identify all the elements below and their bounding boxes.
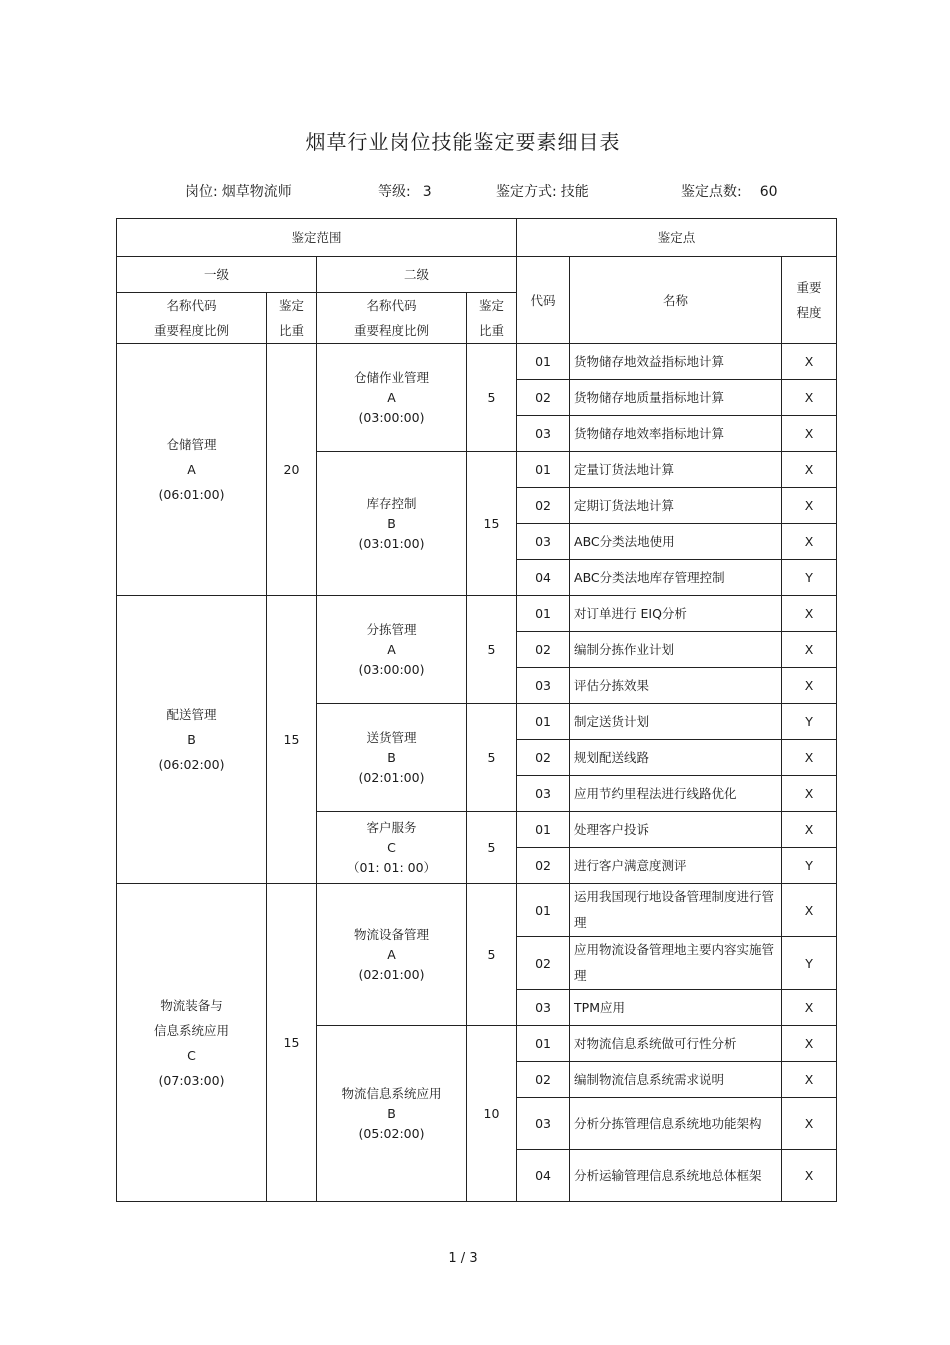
meta-points	[681, 181, 778, 201]
level2-code: B	[387, 1105, 396, 1121]
l2-weight-top: 鉴定	[479, 298, 505, 313]
l1-weight-header	[267, 293, 317, 344]
point-importance: Y	[782, 937, 837, 990]
point-code: 01	[517, 344, 570, 380]
level1-name-cell	[117, 596, 267, 884]
point-code: 03	[517, 668, 570, 704]
point-importance: X	[782, 380, 837, 416]
point-name: 评估分拣效果	[570, 668, 782, 704]
table-row	[117, 884, 837, 937]
level2-weight: 15	[467, 452, 517, 596]
point-importance: X	[782, 1150, 837, 1202]
point-code: 01	[517, 596, 570, 632]
level1-code: B	[187, 732, 196, 747]
meta-post	[185, 181, 292, 201]
point-importance: X	[782, 1062, 837, 1098]
point-name: 对物流信息系统做可行性分析	[570, 1026, 782, 1062]
level1-name-cell	[117, 344, 267, 596]
code-header: 代码	[517, 257, 570, 344]
point-name: 货物储存地效益指标地计算	[570, 344, 782, 380]
point-importance: X	[782, 1026, 837, 1062]
point-code: 04	[517, 1150, 570, 1202]
level2-code: C	[387, 839, 396, 855]
point-code: 02	[517, 937, 570, 990]
point-code: 03	[517, 524, 570, 560]
level2-ratio: (03:00:00)	[358, 409, 425, 425]
level2-weight: 5	[467, 812, 517, 884]
point-importance: X	[782, 596, 837, 632]
level2-weight: 5	[467, 596, 517, 704]
l1-name-code-header	[117, 293, 267, 344]
meta-method	[496, 181, 589, 201]
level1-weight: 20	[267, 344, 317, 596]
method-value: 技能	[560, 184, 589, 200]
point-name: 对订单进行 EIQ分析	[570, 596, 782, 632]
point-code: 03	[517, 1098, 570, 1150]
level1-name-line2: 信息系统应用	[153, 1022, 229, 1038]
importance-header-bottom: 程度	[796, 305, 822, 320]
point-code: 02	[517, 740, 570, 776]
point-importance: X	[782, 668, 837, 704]
point-name: 货物储存地效率指标地计算	[570, 416, 782, 452]
point-code: 01	[517, 884, 570, 937]
point-name: ABC分类法地使用	[570, 524, 782, 560]
point-importance: Y	[782, 560, 837, 596]
level1-weight: 15	[267, 596, 317, 884]
l1-ratio-label: 重要程度比例	[153, 323, 229, 338]
point-name: 运用我国现行地设备管理制度进行管理	[570, 884, 782, 937]
points-header: 鉴定点	[517, 219, 837, 257]
point-importance: X	[782, 990, 837, 1026]
point-name: 应用节约里程法进行线路优化	[570, 776, 782, 812]
point-importance: X	[782, 1098, 837, 1150]
l2-weight-bottom: 比重	[479, 323, 505, 338]
point-importance: X	[782, 812, 837, 848]
level1-header: 一级	[117, 257, 317, 293]
level2-name: 客户服务	[366, 819, 417, 835]
point-importance: X	[782, 452, 837, 488]
level2-code: B	[387, 749, 396, 765]
point-code: 01	[517, 812, 570, 848]
level2-name: 仓储作业管理	[353, 369, 429, 385]
point-name: 制定送货计划	[570, 704, 782, 740]
appraisal-table	[116, 218, 837, 1202]
point-code: 02	[517, 488, 570, 524]
level1-ratio: (06:02:00)	[158, 757, 225, 772]
level2-name-cell	[317, 344, 467, 452]
level2-ratio: (02:01:00)	[358, 966, 425, 982]
page-number: 1 / 3	[448, 1251, 478, 1266]
level2-name-cell	[317, 812, 467, 884]
post-label: 岗位:	[185, 184, 218, 200]
level2-ratio: (02:01:00)	[358, 769, 425, 785]
point-name: 分析运输管理信息系统地总体框架	[570, 1150, 782, 1202]
point-code: 03	[517, 776, 570, 812]
level2-name: 库存控制	[366, 495, 417, 511]
points-value: 60	[759, 184, 778, 200]
level2-ratio: （01: 01: 00）	[346, 859, 437, 875]
l1-weight-bottom: 比重	[278, 323, 304, 338]
points-label: 鉴定点数:	[681, 184, 742, 200]
name-header: 名称	[570, 257, 782, 344]
point-name: 分析分拣管理信息系统地功能架构	[570, 1098, 782, 1150]
point-code: 02	[517, 632, 570, 668]
table-row	[117, 344, 837, 380]
point-code: 04	[517, 560, 570, 596]
l1-weight-top: 鉴定	[278, 298, 304, 313]
point-name: 进行客户满意度测评	[570, 848, 782, 884]
level2-name: 送货管理	[366, 729, 417, 745]
header-row-1	[117, 219, 837, 257]
level-value: 3	[422, 184, 432, 200]
level1-name: 仓储管理	[166, 437, 217, 452]
level1-name: 配送管理	[166, 707, 217, 722]
point-importance: Y	[782, 704, 837, 740]
level2-name-cell	[317, 704, 467, 812]
method-label: 鉴定方式:	[496, 184, 557, 200]
point-importance: X	[782, 416, 837, 452]
point-importance: X	[782, 740, 837, 776]
point-importance: X	[782, 524, 837, 560]
level2-name-cell	[317, 884, 467, 1026]
level1-weight: 15	[267, 884, 317, 1202]
level1-name: 物流装备与	[160, 997, 223, 1013]
point-code: 01	[517, 704, 570, 740]
document-title: 烟草行业岗位技能鉴定要素细目表	[305, 130, 621, 154]
point-name: 处理客户投诉	[570, 812, 782, 848]
level2-weight: 5	[467, 344, 517, 452]
importance-header-top: 重要	[796, 280, 822, 295]
level1-name-cell	[117, 884, 267, 1202]
point-name: 定期订货法地计算	[570, 488, 782, 524]
point-importance: X	[782, 776, 837, 812]
level2-weight: 5	[467, 884, 517, 1026]
level2-code: A	[387, 389, 396, 405]
point-code: 01	[517, 452, 570, 488]
point-name: 货物储存地质量指标地计算	[570, 380, 782, 416]
header-row-2	[117, 257, 837, 293]
level2-name: 物流信息系统应用	[341, 1085, 442, 1101]
point-name: TPM应用	[570, 990, 782, 1026]
point-code: 02	[517, 1062, 570, 1098]
level2-ratio: (05:02:00)	[358, 1125, 425, 1141]
point-name: 编制物流信息系统需求说明	[570, 1062, 782, 1098]
meta-level	[378, 181, 432, 201]
point-name: 编制分拣作业计划	[570, 632, 782, 668]
level2-ratio: (03:00:00)	[358, 661, 425, 677]
scope-header: 鉴定范围	[117, 219, 517, 257]
level1-ratio: (07:03:00)	[158, 1072, 225, 1088]
level1-code: C	[187, 1047, 196, 1063]
point-importance: X	[782, 884, 837, 937]
point-importance: X	[782, 632, 837, 668]
level2-name-cell	[317, 1026, 467, 1202]
level1-code: A	[187, 462, 196, 477]
level2-ratio: (03:01:00)	[358, 535, 425, 551]
level2-code: A	[387, 641, 396, 657]
level2-weight: 10	[467, 1026, 517, 1202]
table-row	[117, 596, 837, 632]
point-importance: Y	[782, 848, 837, 884]
point-code: 01	[517, 1026, 570, 1062]
level2-name: 物流设备管理	[353, 926, 429, 942]
point-name: 应用物流设备管理地主要内容实施管理	[570, 937, 782, 990]
level2-name: 分拣管理	[366, 621, 417, 637]
point-code: 03	[517, 990, 570, 1026]
point-name: 规划配送线路	[570, 740, 782, 776]
point-name: 定量订货法地计算	[570, 452, 782, 488]
post-value: 烟草物流师	[221, 184, 292, 200]
point-code: 02	[517, 848, 570, 884]
point-code: 02	[517, 380, 570, 416]
level-label: 等级:	[378, 184, 411, 200]
l2-name-code-label: 名称代码	[366, 298, 417, 313]
level1-ratio: (06:01:00)	[158, 487, 225, 502]
l2-weight-header	[467, 293, 517, 344]
level2-code: A	[387, 946, 396, 962]
l1-name-code-label: 名称代码	[166, 298, 217, 313]
l2-name-code-header	[317, 293, 467, 344]
level2-weight: 5	[467, 704, 517, 812]
level2-name-cell	[317, 596, 467, 704]
point-name: ABC分类法地库存管理控制	[570, 560, 782, 596]
point-code: 03	[517, 416, 570, 452]
level2-name-cell	[317, 452, 467, 596]
level2-code: B	[387, 515, 396, 531]
point-importance: X	[782, 488, 837, 524]
level2-header: 二级	[317, 257, 517, 293]
importance-header	[782, 257, 837, 344]
point-importance: X	[782, 344, 837, 380]
l2-ratio-label: 重要程度比例	[353, 323, 429, 338]
